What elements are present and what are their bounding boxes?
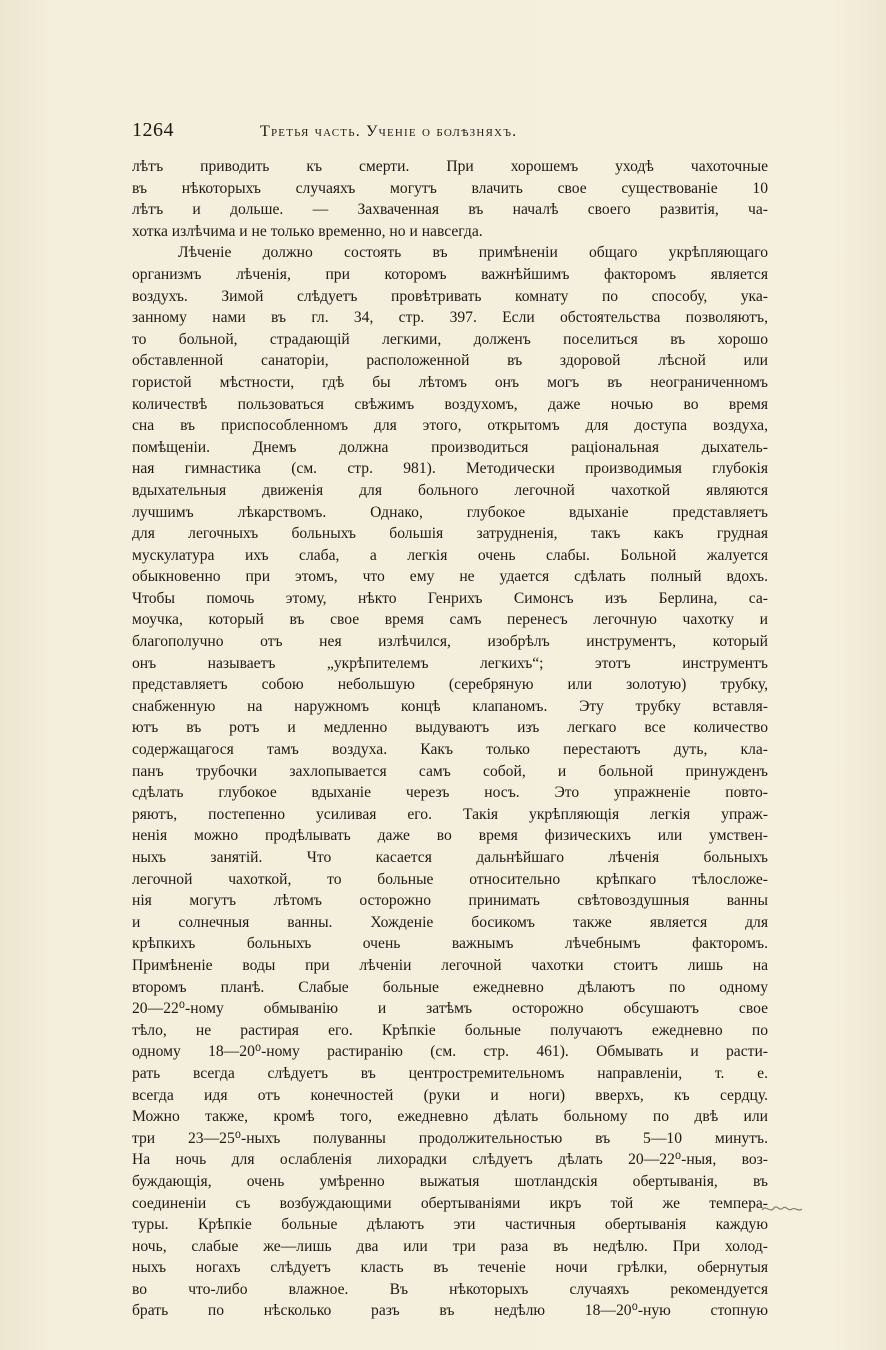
text-line: Лѣченіе должно состоять въ примѣненіи общаго укрѣпляющаго bbox=[178, 244, 768, 262]
body-text bbox=[132, 156, 768, 1322]
text-line: ненія можно продѣлывать даже во время физическихъ или умствен- bbox=[132, 827, 768, 845]
text-line: во что-либо влажное. Въ нѣкоторыхъ случаяхъ рекомендуется bbox=[132, 1280, 768, 1298]
text-line: второмъ планѣ. Слабые больные ежедневно дѣлаютъ по одному bbox=[132, 978, 768, 996]
text-line: панъ трубочки захлопывается самъ собой, и больной принужденъ bbox=[132, 762, 768, 780]
text-line: брать по нѣсколько разъ въ недѣлю 18—20⁰-ную стопную bbox=[132, 1302, 768, 1320]
text-line: занному нами въ гл. 34, стр. 397. Если обстоятельства позволяютъ, bbox=[132, 309, 768, 327]
text-line: ряютъ, постепенно усиливая его. Такія укрѣпляющія легкія упраж- bbox=[132, 805, 768, 823]
running-title: Третья часть. Ученіе о болѣзняхъ. bbox=[260, 123, 518, 140]
text-line: буждающія, очень умѣренно выжатыя шотландскія обертыванія, въ bbox=[132, 1172, 768, 1190]
pencil-mark-icon bbox=[760, 1200, 810, 1216]
text-line: лучшимъ лѣкарствомъ. Однако, глубокое вдыханіе представляетъ bbox=[132, 503, 768, 521]
text-line: ныхъ занятій. Что касается дальнѣйшаго лѣченія больныхъ bbox=[132, 849, 768, 866]
text-line: содержащагося тамъ воздуха. Какъ только перестаютъ дуть, кла- bbox=[132, 741, 768, 759]
text-line: всегда идя отъ конечностей (руки и ноги) вверхъ, къ сердцу. bbox=[132, 1086, 768, 1104]
text-line: то больной, страдающій легкими, долженъ поселиться въ хорошо bbox=[132, 330, 768, 348]
text-line: для легочныхъ больныхъ большія затрудненія, такъ какъ грудная bbox=[132, 525, 768, 543]
text-line: соединеніи съ возбуждающими обертываніями икръ той же темпера- bbox=[132, 1194, 768, 1212]
page-header bbox=[132, 119, 772, 147]
text-line: помѣщеніи. Днемъ должна производиться раціональная дыхатель- bbox=[132, 438, 768, 456]
text-line: хотка излѣчима и не только временно, но и навсегда. bbox=[132, 222, 483, 240]
text-line: количествѣ пользоваться свѣжимъ воздухомъ, даже ночью во время bbox=[132, 395, 768, 413]
page-number: 1264 bbox=[132, 119, 174, 141]
text-line: На ночь для ослабленія лихорадки слѣдуетъ дѣлать 20—22⁰-ныя, воз- bbox=[132, 1151, 768, 1169]
text-line: въ нѣкоторыхъ случаяхъ могутъ влачить свое существованіе 10 bbox=[132, 179, 768, 197]
text-line: рать всегда слѣдуетъ въ центростремительномъ направленіи, т. е. bbox=[132, 1064, 768, 1082]
text-line: одному 18—20⁰-ному растиранію (см. стр. 461). Обмывать и расти- bbox=[132, 1043, 768, 1061]
text-line: Чтобы помочь этому, нѣкто Генрихъ Симонсъ изъ Берлина, са- bbox=[132, 589, 768, 607]
text-line: Можно также, кромѣ того, ежедневно дѣлать больному по двѣ или bbox=[132, 1108, 768, 1126]
text-line: моучка, который въ свое время самъ перенесъ легочную чахотку и bbox=[132, 611, 768, 629]
text-line: обставленной санаторіи, расположенной въ здоровой лѣсной или bbox=[132, 352, 768, 370]
text-line: лѣтъ приводить къ смерти. При хорошемъ уходѣ чахоточные bbox=[132, 158, 768, 175]
text-line: легочной чахоткой, то больные относительно крѣпкаго тѣлосложе- bbox=[132, 870, 768, 888]
text-line: воздухъ. Зимой слѣдуетъ провѣтривать комнату по способу, ука- bbox=[132, 287, 768, 305]
text-line: вдыхательныя движенія для больного легочной чахоткой являются bbox=[132, 481, 768, 499]
text-line: сдѣлать глубокое вдыханіе черезъ носъ. Это упражненіе повто- bbox=[132, 784, 768, 802]
text-line: и солнечныя ванны. Хожденіе босикомъ также является для bbox=[132, 913, 768, 931]
text-line: снабженную на наружномъ концѣ клапаномъ. Эту трубку вставля- bbox=[132, 697, 768, 715]
text-line: ночь, слабые же—лишь два или три раза въ недѣлю. При холод- bbox=[132, 1237, 768, 1255]
text-line: представляетъ собою небольшую (серебряную или золотую) трубку, bbox=[132, 676, 768, 694]
text-line: туры. Крѣпкіе больные дѣлаютъ эти частичныя обертыванія каждую bbox=[132, 1216, 768, 1234]
text-line: ютъ въ ротъ и медленно выдуваютъ изъ легкаго все количество bbox=[132, 719, 768, 737]
text-line: лѣтъ и дольше. — Захваченная въ началѣ своего развитія, ча- bbox=[132, 201, 768, 219]
text-line: нія могутъ лѣтомъ осторожно принимать свѣтовоздушныя ванны bbox=[132, 892, 768, 910]
text-line: ныхъ ногахъ слѣдуетъ класть въ теченіе ночи грѣлки, обернутыя bbox=[132, 1259, 768, 1277]
text-line: тѣло, не растирая его. Крѣпкіе больные получаютъ ежедневно по bbox=[132, 1021, 768, 1039]
text-line: сна въ приспособленномъ для этого, открытомъ для доступа воздуха, bbox=[132, 417, 768, 435]
text-line: организмъ лѣченія, при которомъ важнѣйшимъ факторомъ является bbox=[132, 265, 768, 283]
text-line: Примѣненіе воды при лѣченіи легочной чахотки стоитъ лишь на bbox=[132, 956, 768, 974]
text-line: онъ называетъ „укрѣпителемъ легкихъ“; этотъ инструментъ bbox=[132, 654, 768, 672]
text-line: гористой мѣстности, гдѣ бы лѣтомъ онъ могъ въ неограниченномъ bbox=[132, 373, 768, 391]
text-line: ная гимнастика (см. стр. 981). Методически производимыя глубокія bbox=[132, 460, 768, 478]
text-line: три 23—25⁰-ныхъ полуванны продолжительностью въ 5—10 минутъ. bbox=[132, 1129, 768, 1147]
text-line: 20—22⁰-ному обмыванію и затѣмъ осторожно обсушаютъ свое bbox=[132, 1000, 768, 1018]
text-line: мускулатура ихъ слаба, а легкія очень слабы. Больной жалуется bbox=[132, 546, 768, 564]
text-line: благополучно отъ нея излѣчился, изобрѣлъ инструментъ, который bbox=[132, 633, 768, 651]
text-line: крѣпкихъ больныхъ очень важнымъ лѣчебнымъ факторомъ. bbox=[132, 935, 768, 953]
text-line: обыкновенно при этомъ, что ему не удается сдѣлать полный вдохъ. bbox=[132, 568, 768, 586]
